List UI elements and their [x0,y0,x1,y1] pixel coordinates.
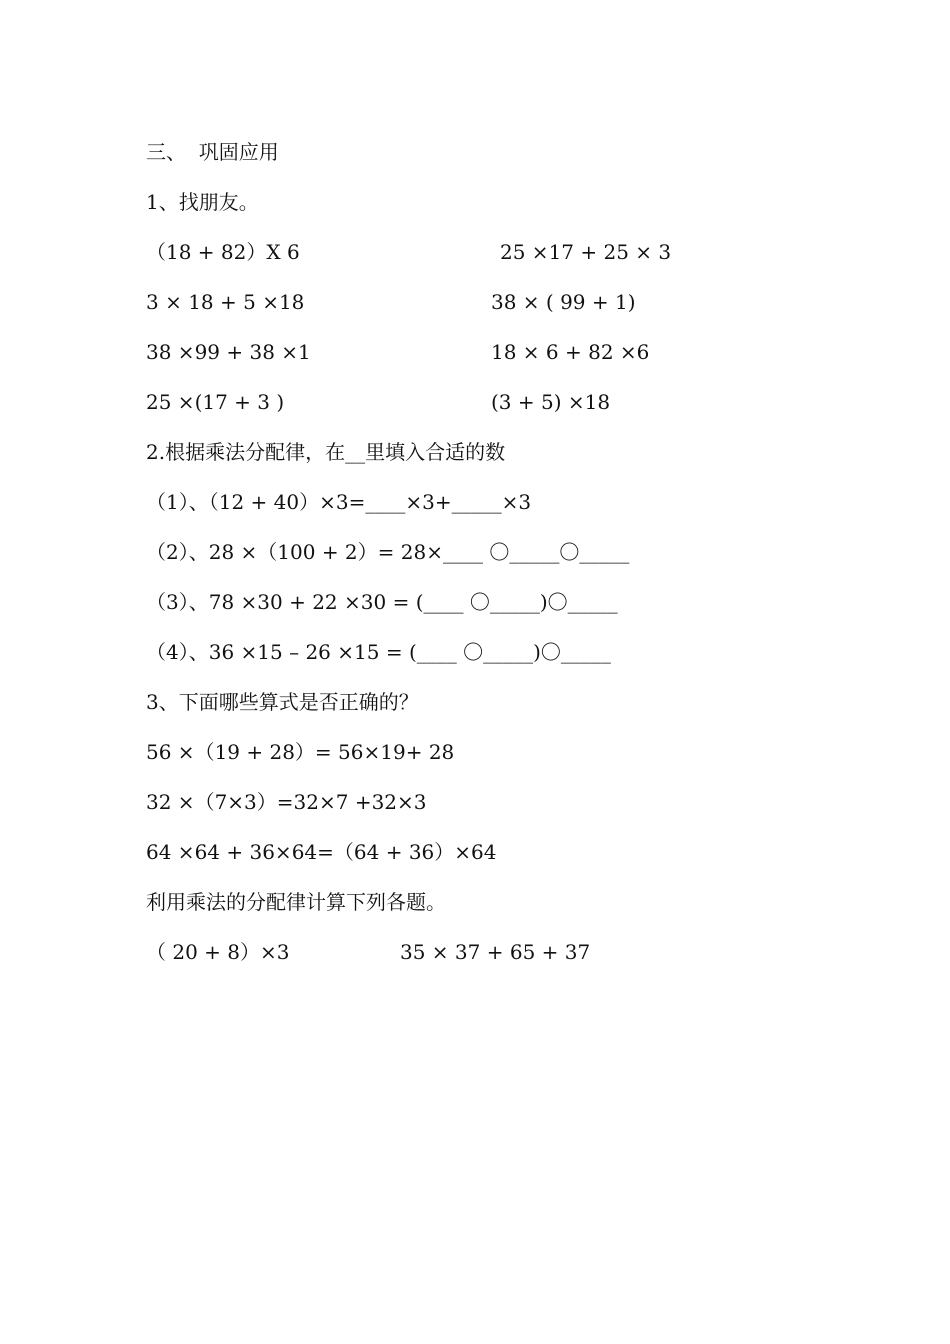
q4-title: 利用乘法的分配律计算下列各题。 [146,890,446,914]
q1-pair-1-right: 25 ×17 + 25 × 3 [500,240,672,264]
q2-item-2: （2）、28 ×（100 + 2）= 28×____ 〇_____〇_____ [146,540,630,564]
q1-pair-3-right: 18 × 6 + 82 ×6 [491,340,650,364]
q3-item-2: 32 ×（7×3）=32×7 +32×3 [146,790,427,814]
q1-title: 1、找朋友。 [146,190,259,214]
q4-item-1: （ 20 + 8）×3 [146,940,290,964]
q2-item-4: （4）、36 ×15 – 26 ×15 = (____ 〇_____)〇_____ [146,640,611,664]
q1-pair-1-left: （18 + 82）X 6 [146,240,300,264]
q2-item-3: （3）、78 ×30 + 22 ×30 = (____ 〇_____)〇_____ [146,590,618,614]
q3-item-3: 64 ×64 + 36×64=（64 + 36）×64 [146,840,497,864]
q4-item-2: 35 × 37 + 65 + 37 [400,940,591,964]
q2-item-1: （1）、（12 + 40）×3=____×3+_____×3 [146,490,532,514]
q1-pair-2-left: 3 × 18 + 5 ×18 [146,290,305,314]
section-heading: 三、 巩固应用 [146,140,279,164]
q1-pair-4-right: (3 + 5) ×18 [491,390,611,414]
q3-item-1: 56 ×（19 + 28）= 56×19+ 28 [146,740,455,764]
q1-pair-2-right: 38 × ( 99 + 1) [491,290,636,314]
q1-pair-3-left: 38 ×99 + 38 ×1 [146,340,311,364]
q2-title: 2.根据乘法分配律，在__里填入合适的数 [146,440,506,464]
q3-title: 3、下面哪些算式是否正确的？ [146,690,419,714]
q1-pair-4-left: 25 ×(17 + 3 ) [146,390,285,414]
